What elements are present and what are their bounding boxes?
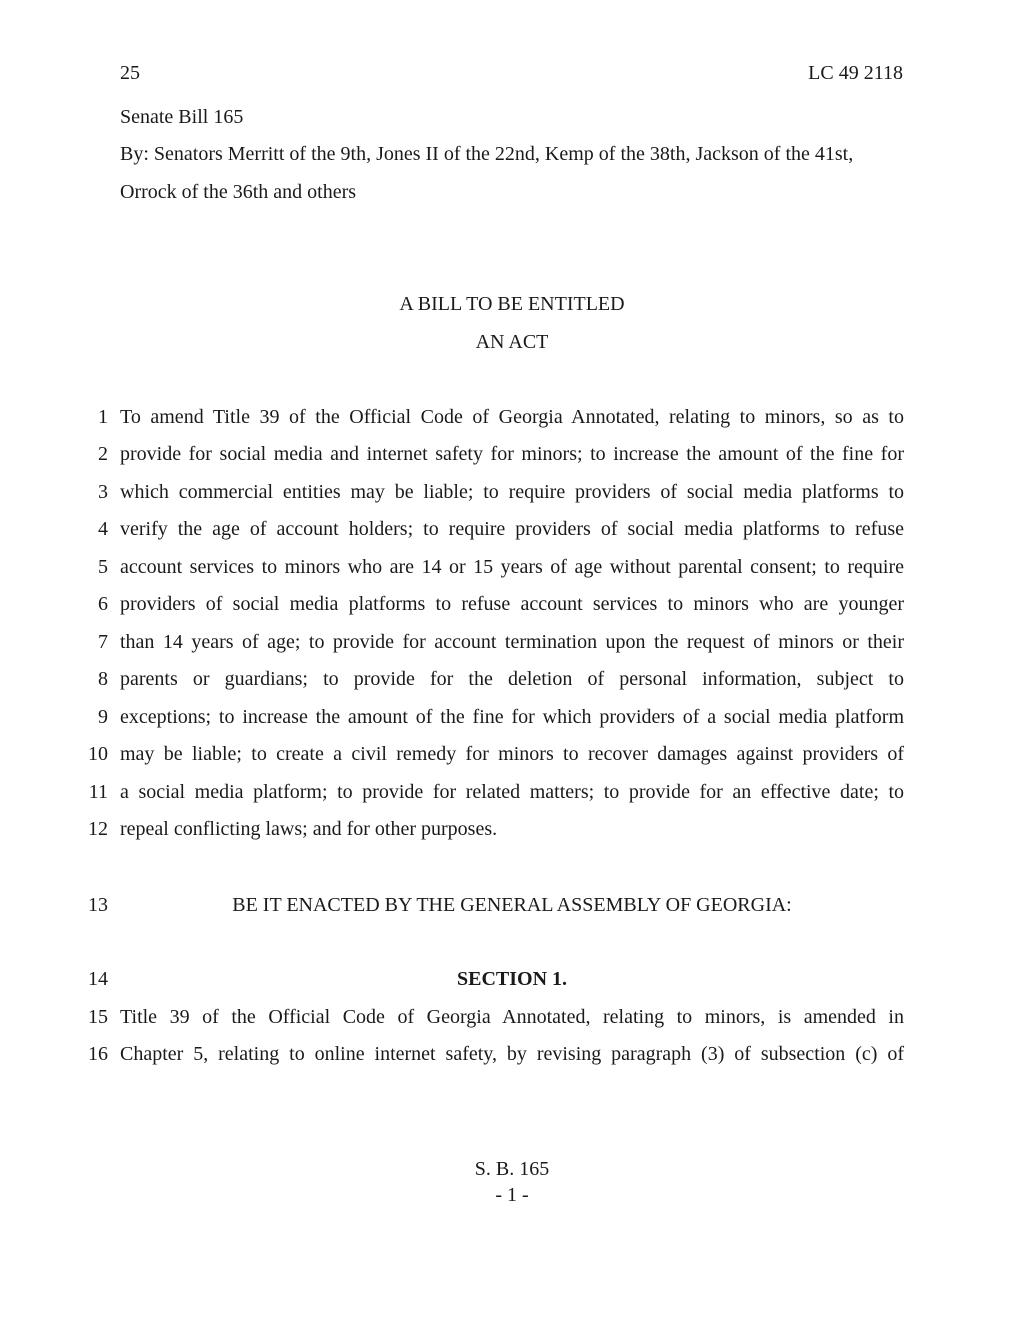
line-number: 14 — [88, 968, 108, 990]
numbered-line — [0, 518, 1024, 542]
line-text: a social media platform; to provide for related matters; to provide for an effective date; to — [120, 781, 904, 803]
line-text: verify the age of account holders; to require providers of social media platforms to refuse — [120, 518, 904, 540]
numbered-line — [0, 668, 1024, 692]
line-text: parents or guardians; to provide for the deletion of personal information, subject to — [120, 668, 904, 690]
line-text: To amend Title 39 of the Official Code of Georgia Annotated, relating to minors, so as to — [120, 406, 904, 428]
line-number: 12 — [88, 818, 108, 840]
line-number: 13 — [88, 894, 108, 916]
numbered-line — [0, 443, 1024, 467]
line-number: 9 — [98, 706, 108, 728]
footer-bill-reference: S. B. 165 — [474, 1158, 550, 1180]
line-number: 7 — [98, 631, 108, 653]
bill-heading-entitled: A BILL TO BE ENTITLED — [399, 293, 625, 315]
numbered-line — [0, 818, 1024, 842]
line-number: 4 — [98, 518, 108, 540]
footer-page-number: - 1 - — [495, 1184, 529, 1206]
numbered-line — [0, 481, 1024, 505]
section-heading: SECTION 1. — [456, 968, 568, 990]
line-text: account services to minors who are 14 or 15 years of age without parental consent; to require — [120, 556, 904, 578]
line-number: 1 — [98, 406, 108, 428]
line-text: repeal conflicting laws; and for other purposes. — [120, 818, 498, 840]
numbered-line — [0, 406, 1024, 430]
numbered-line — [0, 556, 1024, 580]
numbered-line — [0, 1043, 1024, 1067]
line-number: 15 — [88, 1006, 108, 1028]
line-number: 2 — [98, 443, 108, 465]
line-text: than 14 years of age; to provide for account termination upon the request of minors or their — [120, 631, 904, 653]
sponsors-line: By: Senators Merritt of the 9th, Jones II of the 22nd, Kemp of the 38th, Jackson of the 41st, — [120, 143, 854, 165]
line-text: providers of social media platforms to refuse account services to minors who are younger — [120, 593, 904, 615]
line-number: 10 — [88, 743, 108, 765]
line-number: 11 — [88, 781, 108, 803]
line-number: 6 — [98, 593, 108, 615]
line-text: Title 39 of the Official Code of Georgia Annotated, relating to minors, is amended in — [120, 1006, 904, 1028]
sponsors-line: Orrock of the 36th and others — [120, 181, 357, 203]
line-number: 8 — [98, 668, 108, 690]
line-number: 16 — [88, 1043, 108, 1065]
line-text: exceptions; to increase the amount of the fine for which providers of a social media platform — [120, 706, 904, 728]
bill-title: Senate Bill 165 — [120, 106, 244, 128]
numbered-line — [0, 968, 1024, 992]
numbered-line — [0, 743, 1024, 767]
numbered-line — [0, 593, 1024, 617]
line-text: provide for social media and internet safety for minors; to increase the amount of the fine for — [120, 443, 904, 465]
enacting-clause: BE IT ENACTED BY THE GENERAL ASSEMBLY OF GEORGIA: — [232, 894, 792, 916]
numbered-line — [0, 1006, 1024, 1030]
line-number: 3 — [98, 481, 108, 503]
line-text: may be liable; to create a civil remedy for minors to recover damages against providers of — [120, 743, 904, 765]
line-text: Chapter 5, relating to online internet safety, by revising paragraph (3) of subsection (c) of — [120, 1043, 904, 1065]
line-text: which commercial entities may be liable; to require providers of social media platforms to — [120, 481, 904, 503]
numbered-line — [0, 894, 1024, 918]
numbered-line — [0, 706, 1024, 730]
lc-number: LC 49 2118 — [808, 62, 903, 84]
page-number-left: 25 — [120, 62, 140, 84]
numbered-line — [0, 781, 1024, 805]
bill-heading-act: AN ACT — [475, 331, 549, 353]
line-number: 5 — [98, 556, 108, 578]
numbered-line — [0, 631, 1024, 655]
